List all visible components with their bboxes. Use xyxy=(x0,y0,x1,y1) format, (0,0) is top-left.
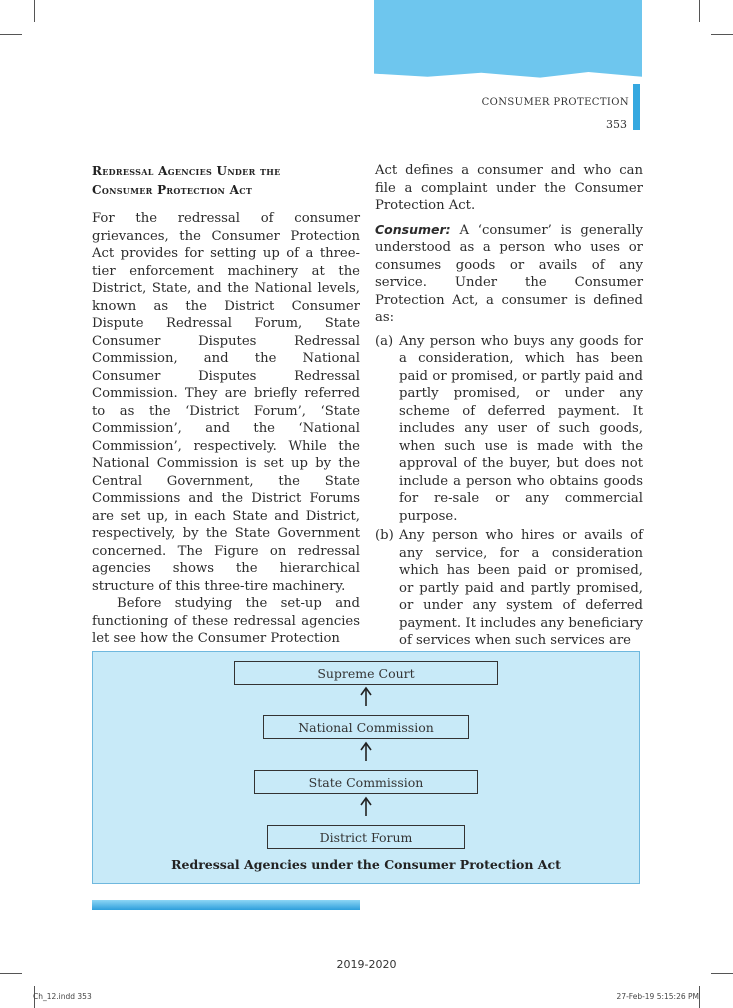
list-item xyxy=(375,333,643,526)
definition-list xyxy=(375,333,643,650)
list-marker: (a) xyxy=(375,333,394,349)
crop-mark xyxy=(34,0,35,22)
section-heading-line2: Consumer Protection Act xyxy=(92,183,253,197)
crop-mark xyxy=(711,34,733,35)
body-paragraph: Before studying the set-up and functioning of these redressal agencies let see how the Consumer Protection xyxy=(92,596,360,646)
header-banner xyxy=(374,0,642,80)
definition-text: A ‘consumer’ is generally understood as a person who uses or consumes goods or avails of any service. Under the Consumer Protection Act, a consumer is defined as: xyxy=(375,222,643,325)
crop-mark xyxy=(0,973,22,974)
arrow-up-icon xyxy=(359,796,373,816)
page-number: 353 xyxy=(606,118,627,131)
supreme-court-box: Supreme Court xyxy=(234,661,498,685)
list-marker: (b) xyxy=(375,528,394,543)
section-heading-line1: Redressal Agencies Under the xyxy=(92,164,281,178)
consumer-definition xyxy=(375,221,643,327)
national-commission-box: National Commission xyxy=(263,715,469,739)
district-forum-box: District Forum xyxy=(267,825,465,849)
list-item-text: Any person who buys any goods for a consideration, which has been paid or promised, or partly paid and partly promised, or under any scheme of deferred payment. It includes any user of such goods, when such use is made with the approval of the buyer, but does not include a person who obtains goods for re-sale or any commercial purpose. xyxy=(399,333,643,524)
crop-mark xyxy=(711,973,733,974)
left-column xyxy=(92,162,360,648)
body-paragraph: For the redressal of consumer grievances, the Consumer Protection Act provides for setting up of a three-tier enforcement machinery at the District, State, and the National levels, known as the District Consumer Dispute Redressal Forum, State Consumer Disputes Redressal Commission, and the National Consumer Disputes Redressal Commission. They are briefly referred to as the ‘District Forum’, ‘State Commission’, and the ‘National Commission’, respectively. While the National Commission is set up by the Central Government, the State Commissions and the District Forums are set up, in each State and District, respectively, by the State Government concerned. The Figure on redressal agencies shows the hierarchical structure of this three-tire machinery. xyxy=(92,211,360,594)
defined-term: Consumer: xyxy=(375,221,451,237)
arrow-up-icon xyxy=(359,686,373,706)
figure-caption: Redressal Agencies under the Consumer Protection Act xyxy=(171,857,561,872)
list-item-text: Any person who hires or avails of any service, for a consideration which has been paid or promised, or partly paid and partly promised, or under any system of deferred payment. It includes any beneficiary of services when such services are xyxy=(399,528,643,648)
list-item xyxy=(375,527,643,650)
redressal-hierarchy-figure xyxy=(92,651,640,884)
body-paragraph: Act defines a consumer and who can file a complaint under the Consumer Protection Act. xyxy=(375,163,643,213)
crop-mark xyxy=(699,0,700,22)
edition-year: 2019-2020 xyxy=(336,958,397,971)
arrow-up-icon xyxy=(359,741,373,761)
running-head: CONSUMER PROTECTION xyxy=(481,97,629,108)
file-info: Ch_12.indd 353 xyxy=(33,992,92,1001)
print-timestamp: 27-Feb-19 5:15:26 PM xyxy=(616,992,699,1001)
header-accent-bar xyxy=(633,84,640,130)
footer-accent-bar xyxy=(92,900,360,910)
crop-mark xyxy=(699,986,700,1008)
crop-mark xyxy=(0,34,22,35)
right-column xyxy=(375,162,643,652)
state-commission-box: State Commission xyxy=(254,770,478,794)
section-heading xyxy=(92,162,360,200)
